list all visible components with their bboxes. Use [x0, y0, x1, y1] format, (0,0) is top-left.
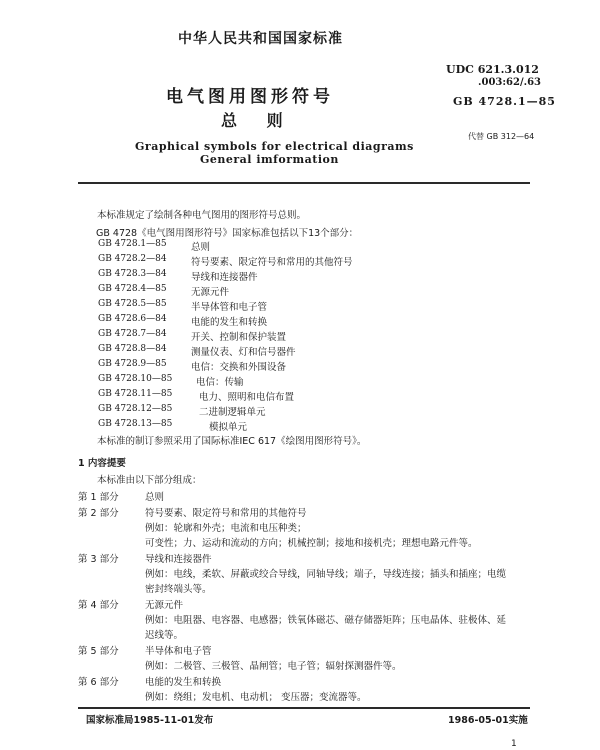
part-code: GB 4728.2—84 — [98, 254, 167, 264]
part-name: 总则 — [191, 242, 211, 253]
entry-example: 密封终端头等。 — [145, 584, 212, 595]
part-code: GB 4728.1—85 — [98, 239, 167, 249]
entry-example: 例如：电阻器、电容器、电感器；铁氧体磁芯、磁存储器矩阵；压电晶体、驻极体、延 — [145, 615, 507, 626]
entry-title: 半导体和电子管 — [145, 646, 212, 657]
entry-label: 第 2 部分 — [78, 508, 119, 519]
section-heading: 1 内容提要 — [78, 458, 126, 469]
page-number: 1 — [511, 739, 517, 749]
footer-divider — [78, 707, 530, 709]
entry-title: 总则 — [145, 492, 165, 503]
part-name: 电信：传输 — [196, 377, 244, 388]
udc-code: UDC 621.3.012 — [446, 63, 539, 76]
part-code: GB 4728.6—84 — [98, 314, 167, 324]
part-name: 开关、控制和保护装置 — [191, 332, 287, 343]
intro-paragraph: 本标准规定了绘制各种电气图用的图形符号总则。 — [97, 210, 307, 221]
part-name: 模拟单元 — [209, 422, 248, 433]
document-title: 电气图用图形符号 — [166, 87, 334, 107]
section-lead: 本标准由以下部分组成： — [97, 475, 202, 486]
part-name: 无源元件 — [191, 287, 230, 298]
part-name: 电能的发生和转换 — [191, 317, 268, 328]
document-title-english: Graphical symbols for electrical diagrams — [135, 140, 414, 153]
entry-label: 第 5 部分 — [78, 646, 119, 657]
entry-example: 例如：绕组；发电机、电动机； 变压器；变流器等。 — [145, 692, 367, 703]
part-code: GB 4728.9—85 — [98, 359, 167, 369]
part-code: GB 4728.11—85 — [98, 389, 173, 399]
part-code: GB 4728.10—85 — [98, 374, 173, 384]
entry-title: 电能的发生和转换 — [145, 677, 222, 688]
issue-date: 国家标准局1985-11-01发布 — [86, 715, 214, 726]
national-standard-heading: 中华人民共和国国家标准 — [178, 31, 343, 47]
part-code: GB 4728.8—84 — [98, 344, 167, 354]
part-code: GB 4728.12—85 — [98, 404, 173, 414]
header-divider — [78, 182, 530, 184]
entry-label: 第 3 部分 — [78, 554, 119, 565]
entry-title: 符号要素、限定符号和常用的其他符号 — [145, 508, 307, 519]
entry-label: 第 6 部分 — [78, 677, 119, 688]
entry-label: 第 4 部分 — [78, 600, 119, 611]
part-code: GB 4728.5—85 — [98, 299, 167, 309]
part-name: 导线和连接器件 — [191, 272, 258, 283]
part-code: GB 4728.4—85 — [98, 284, 167, 294]
standard-number: GB 4728.1—85 — [453, 95, 556, 108]
part-name: 符号要素、限定符号和常用的其他符号 — [191, 257, 353, 268]
part-code: GB 4728.3—84 — [98, 269, 167, 279]
part-name: 二进制逻辑单元 — [199, 407, 266, 418]
entry-title: 无源元件 — [145, 600, 184, 611]
part-name: 测量仪表、灯和信号器件 — [191, 347, 296, 358]
part-name: 电力、照明和电信布置 — [199, 392, 295, 403]
document-subtitle: 总 则 — [221, 111, 295, 130]
reference-note: 本标准的制订参照采用了国际标准IEC 617《绘图用图形符号》。 — [97, 436, 367, 447]
entry-example: 例如：电线，柔软、屏蔽或绞合导线，同轴导线；端子，导线连接；插头和插座；电缆 — [145, 569, 507, 580]
intro-parts-line: GB 4728《电气图用图形符号》国家标准包括以下13个部分： — [96, 228, 359, 239]
replaces-note: 代替 GB 312—64 — [468, 132, 535, 141]
udc-code-continued: .003:62/.63 — [478, 77, 542, 88]
entry-example: 可变性；力、运动和流动的方向；机械控制；接地和接机壳；理想电路元件等。 — [145, 538, 478, 549]
entry-example: 例如：轮廓和外壳；电流和电压种类； — [145, 523, 307, 534]
effective-date: 1986-05-01实施 — [448, 715, 528, 726]
part-code: GB 4728.7—84 — [98, 329, 167, 339]
part-code: GB 4728.13—85 — [98, 419, 173, 429]
entry-example: 例如：二极管、三极管、晶闸管；电子管；辐射探测器件等。 — [145, 661, 402, 672]
entry-title: 导线和连接器件 — [145, 554, 212, 565]
entry-example: 迟线等。 — [145, 630, 184, 641]
document-subtitle-english: General imformation — [200, 153, 339, 166]
entry-label: 第 1 部分 — [78, 492, 119, 503]
part-name: 半导体管和电子管 — [191, 302, 268, 313]
part-name: 电信：交换和外围设备 — [191, 362, 287, 373]
